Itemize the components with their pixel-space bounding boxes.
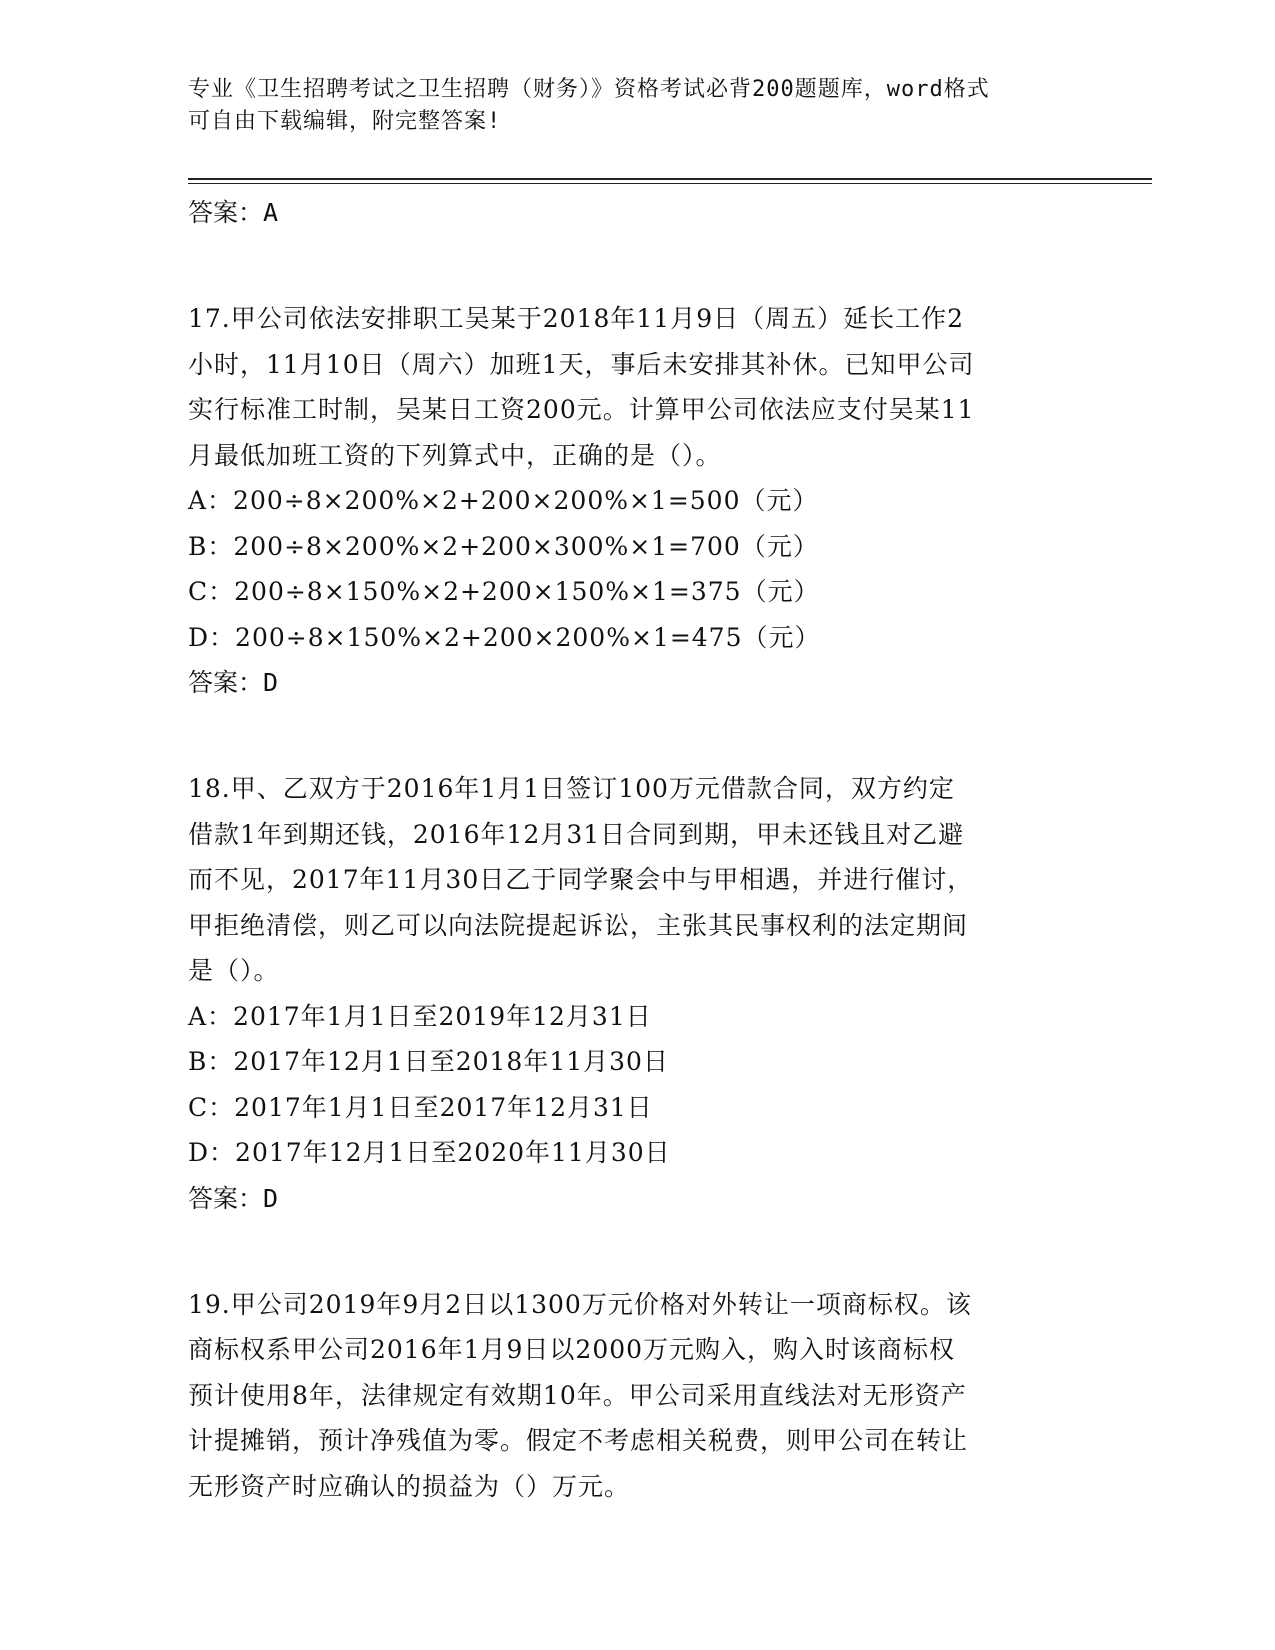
- question-17-option-d: D：200÷8×150%×2+200×200%×1=475（元）: [188, 622, 821, 652]
- question-17-option-c: C：200÷8×150%×2+200×150%×1=375（元）: [188, 577, 820, 606]
- question-17-line: 小时，11月10日（周六）加班1天，事后未安排其补休。已知甲公司: [188, 349, 975, 379]
- question-19-line: 计提摊销，预计净残值为零。假定不考虑相关税费，则甲公司在转让: [188, 1426, 969, 1455]
- question-18-option-b: B：2017年12月1日至2018年11月30日: [188, 1047, 669, 1076]
- question-17: [188, 296, 1088, 706]
- question-17-line: 实行标准工时制，吴某日工资200元。计算甲公司依法应支付吴某11: [188, 395, 975, 424]
- document-header: [188, 74, 1088, 138]
- question-18-option-c: C：2017年1月1日至2017年12月31日: [188, 1092, 653, 1122]
- spacer: [188, 1222, 1088, 1282]
- question-18-line: 甲拒绝清偿，则乙可以向法院提起诉讼，主张其民事权利的法定期间: [188, 910, 969, 940]
- question-18-option-d: D：2017年12月1日至2020年11月30日: [188, 1138, 671, 1167]
- header-line-1: 专业《卫生招聘考试之卫生招聘（财务）》资格考试必背200题题库，word格式: [188, 77, 990, 102]
- question-18-line: 借款1年到期还钱，2016年12月31日合同到期，甲未还钱且对乙避: [188, 819, 965, 849]
- answer-previous: 答案：A: [188, 198, 279, 227]
- question-17-option-b: B：200÷8×200%×2+200×300%×1=700（元）: [188, 531, 819, 561]
- spacer: [188, 236, 1088, 296]
- header-divider-thin: [188, 183, 1152, 184]
- header-line-2: 可自由下载编辑，附完整答案!: [188, 109, 502, 134]
- document-body: [188, 190, 1088, 1509]
- spacer: [188, 706, 1088, 766]
- question-19: [188, 1282, 1088, 1510]
- question-19-line: 预计使用8年，法律规定有效期10年。甲公司采用直线法对无形资产: [188, 1380, 967, 1410]
- question-18-answer: 答案：D: [188, 1183, 279, 1213]
- question-17-option-a: A：200÷8×200%×2+200×200%×1=500（元）: [188, 486, 819, 515]
- header-divider-thick: [188, 178, 1152, 180]
- question-18-option-a: A：2017年1月1日至2019年12月31日: [188, 1001, 652, 1031]
- question-19-line: 无形资产时应确认的损益为（）万元。: [188, 1471, 631, 1501]
- question-19-line: 商标权系甲公司2016年1月9日以2000万元购入，购入时该商标权: [188, 1335, 956, 1364]
- question-18-line: 而不见，2017年11月30日乙于同学聚会中与甲相遇，并进行催讨，: [188, 865, 974, 894]
- question-19-line: 19.甲公司2019年9月2日以1300万元价格对外转让一项商标权。该: [188, 1289, 972, 1319]
- question-18: [188, 766, 1088, 1222]
- question-18-line: 18.甲、乙双方于2016年1月1日签订100万元借款合同，双方约定: [188, 774, 955, 803]
- question-17-answer: 答案：D: [188, 668, 279, 697]
- question-18-line: 是（）。: [188, 956, 280, 985]
- question-17-line: 月最低加班工资的下列算式中，正确的是（）。: [188, 440, 722, 470]
- question-17-line: 17.甲公司依法安排职工吴某于2018年11月9日（周五）延长工作2: [188, 304, 965, 333]
